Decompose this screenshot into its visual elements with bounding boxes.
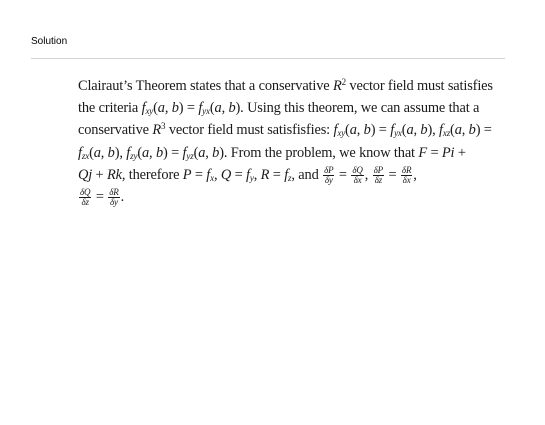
paragraph-line-3-render: conservative $R^3$ vector field must satisfisfies: $f_{xy}(a$, $b) = f_{yx}(a$, b), $f_{xz}(a$, b) = <box>78 121 492 139</box>
fraction: $\frac{\delta R}{\delta x}$ <box>401 165 412 185</box>
paragraph-line-4-render: $f_{zx}(a$, b), $f_{zy}(a$, $b) = f_{yz}(a$, b). From the problem, we know that F = Pi + <box>78 144 466 161</box>
fraction: $\frac{\delta Q}{\delta x}$ <box>352 165 363 185</box>
paragraph-line-1-render: Clairaut’s Theorem states that a conservative $R^2$ vector field must satisfies <box>78 77 493 94</box>
fraction: $\frac{\delta R}{\delta y}$ <box>109 187 119 208</box>
paragraph-line-6-render: $\frac{\delta Q}{\delta z}$ = $\frac{\delta R}{\delta y}$ . <box>80 187 125 208</box>
paragraph-line-5-render: Qj + Rk, therefore $P = f_x$, $Q = f_y$, $R = f_z$, and $\frac{\delta P}{\delta y}$ = $\frac{\delta Q}{\delta x}$ , $\frac{\delta P}{\delta z}$ = $\frac{\delta R}{\delta x}$ , <box>78 165 417 185</box>
paragraph-line-2-render: the criteria $f_{xy}(a$, $b) = f_{yx}(a$, b). Using this theorem, we can assume that a <box>78 100 480 117</box>
fraction: $\frac{\delta Q}{\delta z}$ <box>80 187 91 208</box>
divider <box>31 58 505 59</box>
solution-heading: Solution <box>31 36 68 47</box>
solution-paragraph <box>78 75 494 208</box>
fraction: $\frac{\delta P}{\delta y}$ <box>324 165 334 185</box>
fraction: $\frac{\delta P}{\delta z}$ <box>373 165 384 185</box>
